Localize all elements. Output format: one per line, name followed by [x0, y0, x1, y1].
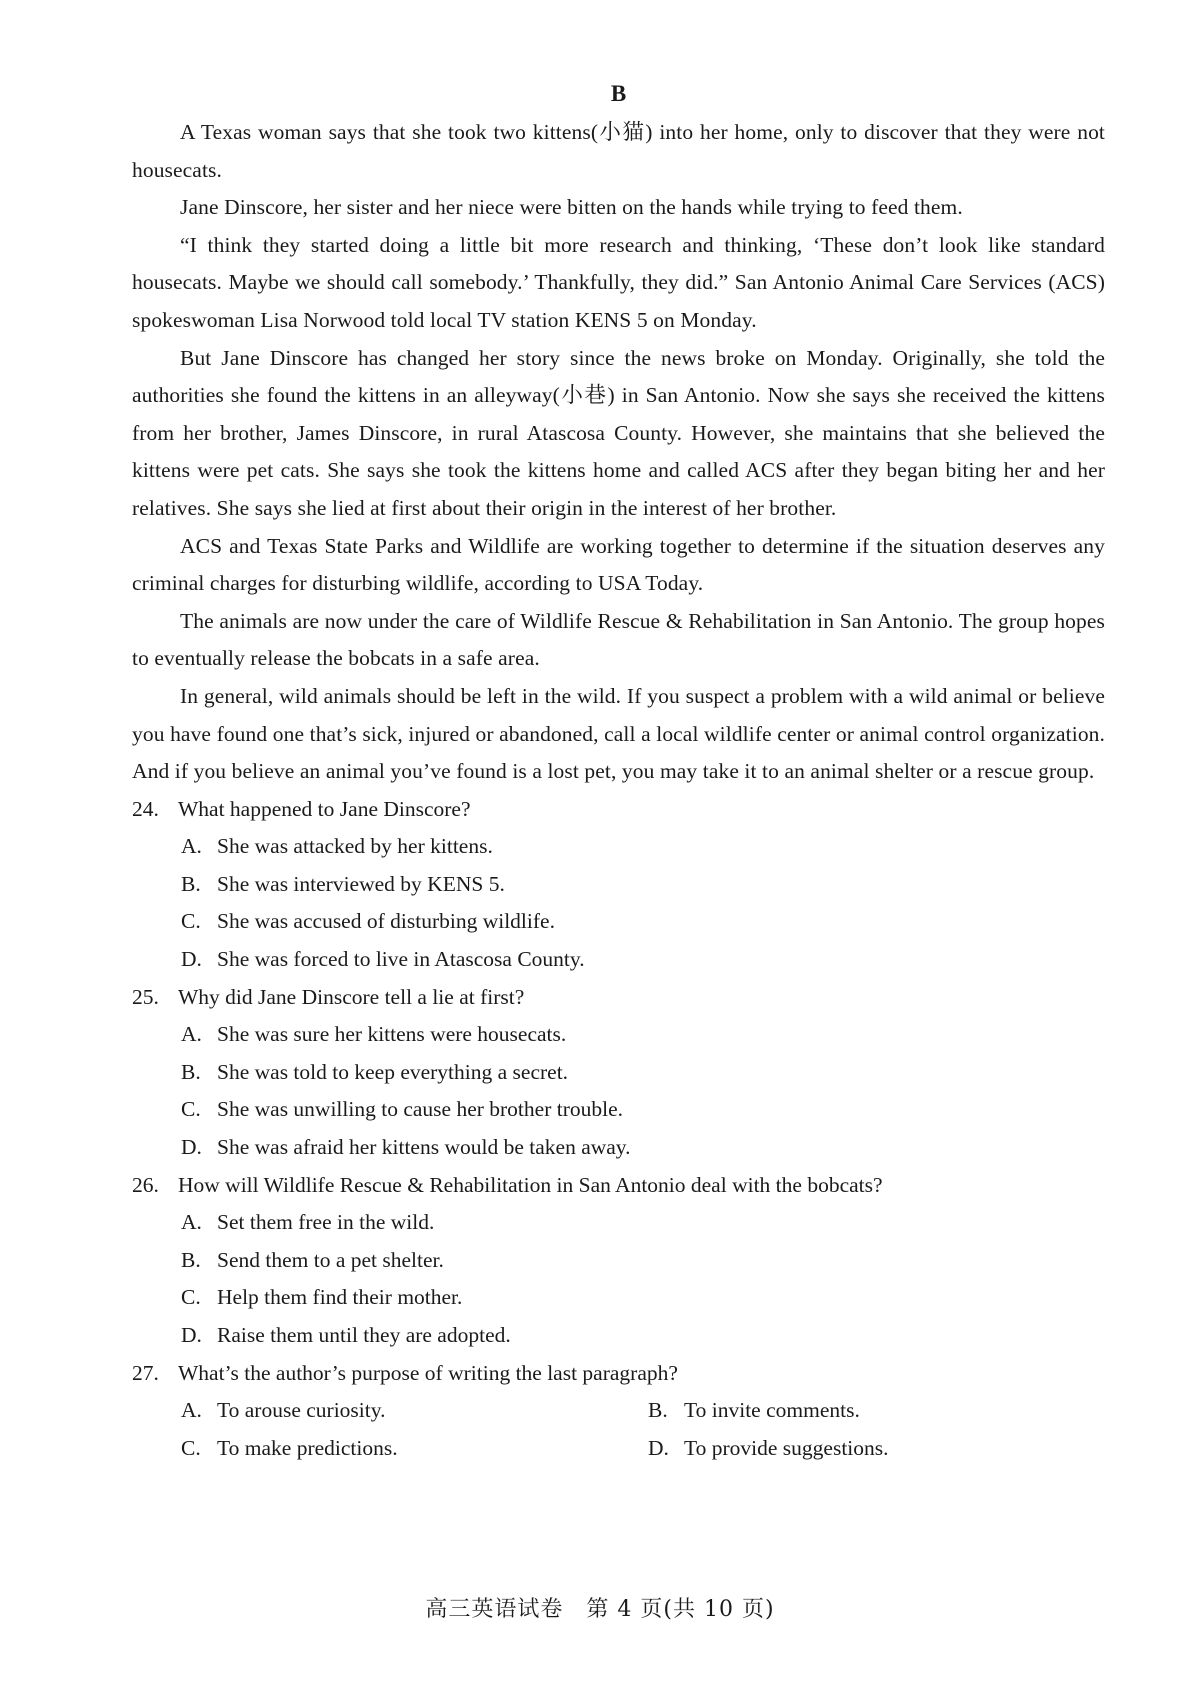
- option-text: Help them find their mother.: [217, 1285, 463, 1310]
- option-text: She was forced to live in Atascosa County.: [217, 947, 585, 972]
- option-letter: C.: [181, 1097, 201, 1122]
- option-letter: C.: [181, 1285, 201, 1310]
- option-text: She was accused of disturbing wildlife.: [217, 909, 555, 934]
- option-text: She was unwilling to cause her brother trouble.: [217, 1097, 624, 1122]
- option-d: [648, 1430, 1105, 1468]
- option-text: To provide suggestions.: [684, 1435, 889, 1460]
- option-letter: B.: [181, 1059, 201, 1084]
- option-a: [181, 1392, 648, 1430]
- question-stem: [132, 1167, 1105, 1205]
- question-27: [132, 1355, 1105, 1468]
- answer-options: [132, 1392, 1105, 1467]
- option-c: [181, 903, 1105, 941]
- option-text: She was interviewed by KENS 5.: [217, 871, 505, 896]
- option-c: [181, 1279, 1105, 1317]
- passage-paragraph-3: “I think they started doing a little bit more research and thinking, ‘These don’t look like standard housecats. Maybe we should call somebody.’ Thankfully, they did.” San Antonio Animal Care Services (ACS) spokeswoman Lisa Norwood told local TV station KENS 5 on Monday.: [132, 232, 1105, 332]
- option-text: Set them free in the wild.: [217, 1210, 435, 1235]
- reading-passage: [132, 114, 1105, 791]
- question-stem: [132, 979, 1105, 1017]
- section-heading: B: [610, 81, 627, 106]
- option-text: To make predictions.: [217, 1435, 398, 1460]
- option-a: [181, 1016, 1105, 1054]
- question-stem: [132, 791, 1105, 829]
- option-text: She was afraid her kittens would be taken away.: [217, 1135, 631, 1160]
- option-b: [181, 1242, 1105, 1280]
- option-text: She was attacked by her kittens.: [217, 834, 493, 859]
- question-24: [132, 791, 1105, 979]
- option-letter: A.: [181, 1398, 202, 1423]
- answer-options: [132, 828, 1105, 978]
- option-letter: A.: [181, 834, 202, 859]
- option-b: [181, 1054, 1105, 1092]
- option-letter: B.: [181, 871, 201, 896]
- question-text: How will Wildlife Rescue & Rehabilitation in San Antonio deal with the bobcats?: [178, 1172, 883, 1197]
- passage-paragraph-1: A Texas woman says that she took two kittens(小猫) into her home, only to discover that they were not housecats.: [132, 120, 1105, 182]
- question-stem: [132, 1355, 1105, 1393]
- question-number: 27.: [132, 1360, 159, 1385]
- option-letter: D.: [181, 947, 202, 972]
- option-text: She was told to keep everything a secret.: [217, 1059, 569, 1084]
- option-b: [648, 1392, 1105, 1430]
- option-b: [181, 866, 1105, 904]
- page-footer: 高三英语试卷 第 4 页(共 10 页): [425, 1597, 775, 1622]
- question-text: What’s the author’s purpose of writing the last paragraph?: [178, 1360, 678, 1385]
- option-letter: C.: [181, 909, 201, 934]
- answer-options: [132, 1204, 1105, 1354]
- question-number: 26.: [132, 1172, 159, 1197]
- option-letter: D.: [181, 1135, 202, 1160]
- question-number: 24.: [132, 796, 159, 821]
- option-text: Raise them until they are adopted.: [217, 1323, 511, 1347]
- option-text: To arouse curiosity.: [217, 1398, 386, 1423]
- passage-paragraph-5: ACS and Texas State Parks and Wildlife are working together to determine if the situation deserves any criminal charges for disturbing wildlife, according to USA Today.: [132, 533, 1105, 596]
- option-letter: D.: [648, 1435, 669, 1460]
- option-c: [181, 1091, 1105, 1129]
- answer-options: [132, 1016, 1105, 1166]
- option-letter: B.: [648, 1398, 668, 1423]
- question-25: [132, 979, 1105, 1167]
- option-text: Send them to a pet shelter.: [217, 1247, 444, 1272]
- passage-paragraph-2: Jane Dinscore, her sister and her niece were bitten on the hands while trying to feed them.: [180, 195, 963, 220]
- question-26: [132, 1167, 1105, 1355]
- option-text: To invite comments.: [684, 1398, 860, 1423]
- option-d: [181, 941, 1105, 979]
- option-letter: B.: [181, 1247, 201, 1272]
- option-d: [181, 1129, 1105, 1167]
- question-text: Why did Jane Dinscore tell a lie at first?: [178, 984, 525, 1009]
- option-letter: D.: [181, 1323, 202, 1347]
- option-text: She was sure her kittens were housecats.: [217, 1022, 567, 1047]
- option-c: [181, 1430, 648, 1468]
- option-a: [181, 828, 1105, 866]
- question-number: 25.: [132, 984, 159, 1009]
- option-letter: C.: [181, 1435, 201, 1460]
- passage-paragraph-4: But Jane Dinscore has changed her story since the news broke on Monday. Originally, she told the authorities she found the kittens in an alleyway(小巷) in San Antonio. Now she says she received the kittens from her brother, James Dinscore, in rural Atascosa County. However, she maintains that she believed the kittens were pet cats. She says she took the kittens home and called ACS after they began biting her and her relatives. She says she lied at first about their origin in the interest of her brother.: [132, 345, 1105, 520]
- option-letter: A.: [181, 1210, 202, 1235]
- question-text: What happened to Jane Dinscore?: [178, 796, 471, 821]
- option-d: [181, 1317, 1105, 1355]
- option-letter: A.: [181, 1022, 202, 1047]
- option-a: [181, 1204, 1105, 1242]
- passage-paragraph-7: In general, wild animals should be left in the wild. If you suspect a problem with a wild animal or believe you have found one that’s sick, injured or abandoned, call a local wildlife center or animal control organization. And if you believe an animal you’ve found is a lost pet, you may take it to an animal shelter or a rescue group.: [132, 683, 1105, 784]
- passage-paragraph-6: The animals are now under the care of Wildlife Rescue & Rehabilitation in San Antonio. The group hopes to eventually release the bobcats in a safe area.: [132, 608, 1105, 671]
